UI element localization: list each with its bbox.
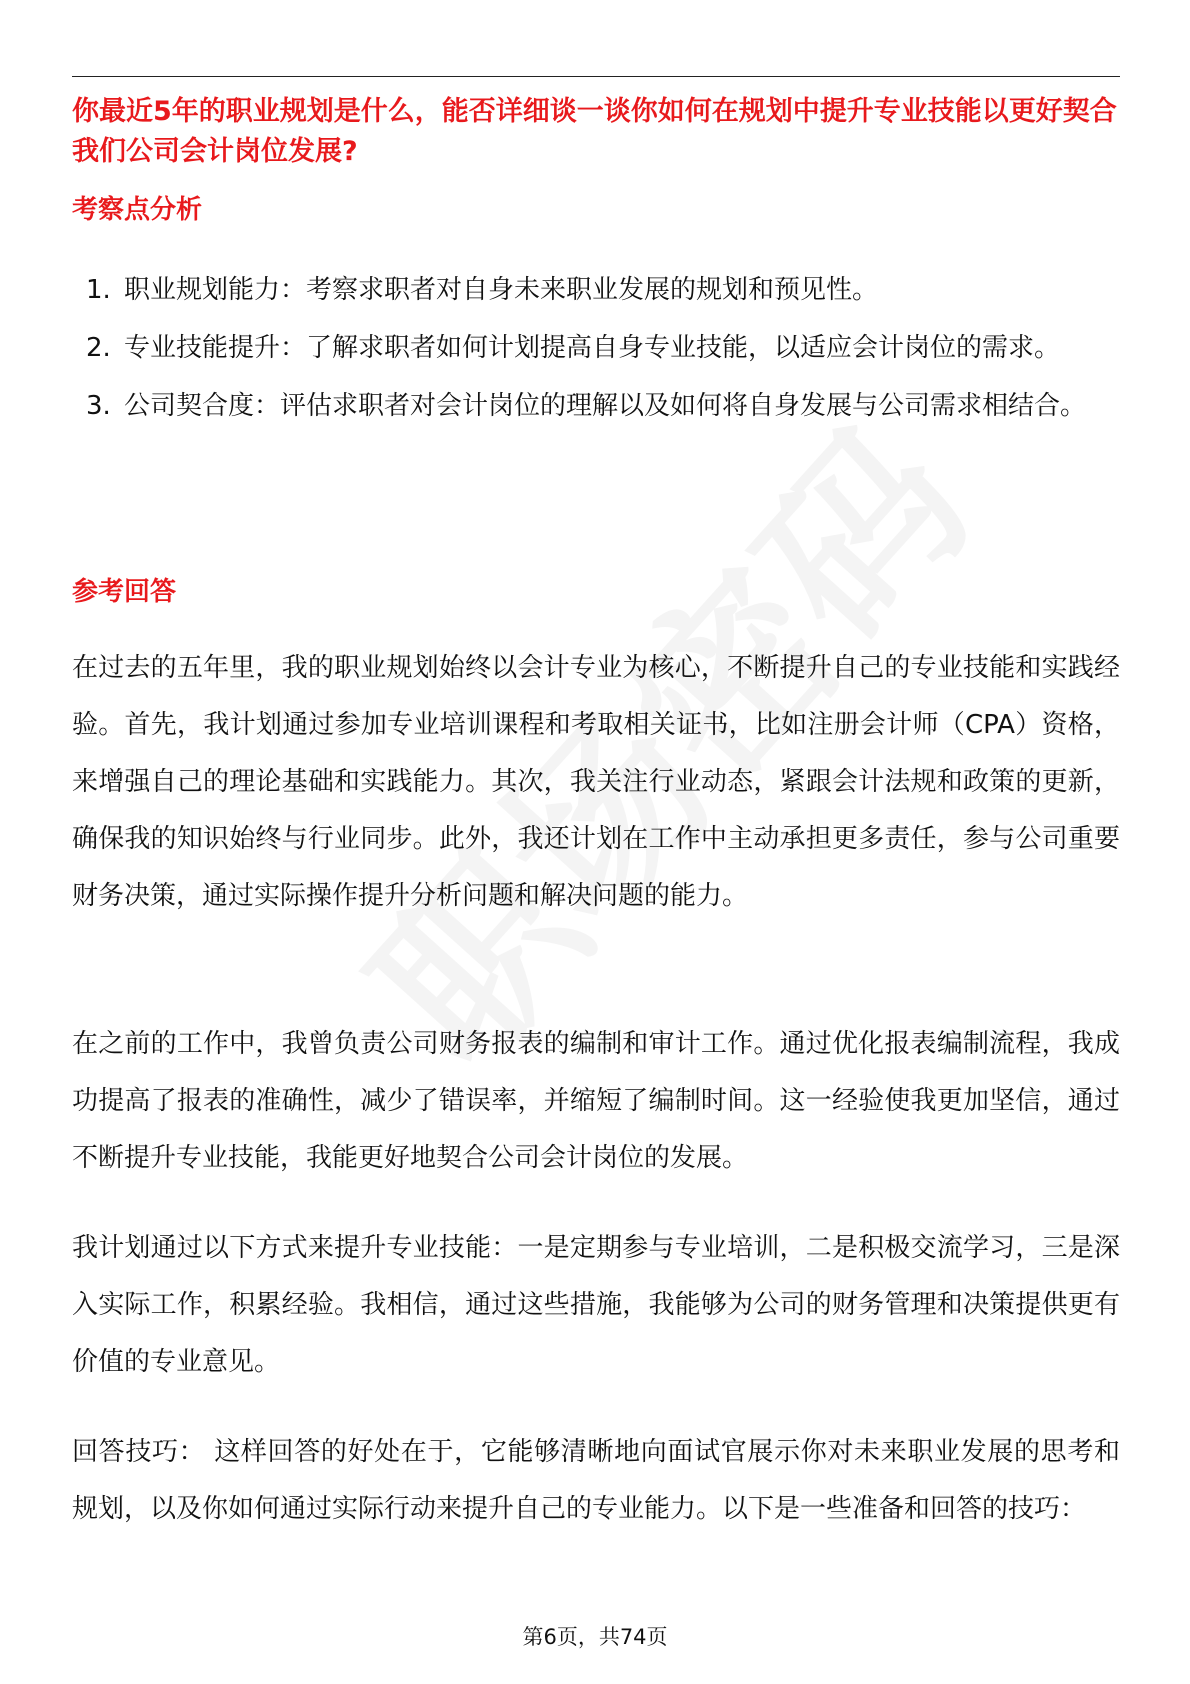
answer-paragraph: 在过去的五年里，我的职业规划始终以会计专业为核心，不断提升自己的专业技能和实践经验。首先，我计划通过参加专业培训课程和考取相关证书，比如注册会计师（CPA）资格，来增强自己的理论基础和实践能力。其次，我关注行业动态，紧跟会计法规和政策的更新，确保我的知识始终与行业同步。此外，我还计划在工作中主动承担更多责任，参与公司重要财务决策，通过实际操作提升分析问题和解决问题的能力。 — [72, 653, 1120, 911]
document-page — [72, 0, 1120, 1684]
analysis-item-number: 1. — [86, 275, 111, 305]
analysis-item-number: 2. — [86, 333, 111, 363]
answer-heading: 参考回答 — [72, 577, 177, 607]
analysis-item — [72, 320, 1120, 376]
analysis-item — [72, 378, 1120, 434]
analysis-item-text: 职业规划能力：考察求职者对自身未来职业发展的规划和预见性。 — [124, 275, 879, 305]
analysis-item-number: 3. — [86, 391, 111, 421]
analysis-heading: 考察点分析 — [72, 195, 203, 225]
page-number-footer: 第6页，共74页 — [522, 1625, 668, 1649]
answer-paragraph: 在之前的工作中，我曾负责公司财务报表的编制和审计工作。通过优化报表编制流程，我成功提高了报表的准确性，减少了错误率，并缩短了编制时间。这一经验使我更加坚信，通过不断提升专业技能，我能更好地契合公司会计岗位的发展。 — [72, 1029, 1120, 1173]
answer-tips-paragraph: 回答技巧： 这样回答的好处在于，它能够清晰地向面试官展示你对未来职业发展的思考和规划，以及你如何通过实际行动来提升自己的专业能力。以下是一些准备和回答的技巧： — [72, 1437, 1120, 1524]
question-title: 你最近5年的职业规划是什么，能否详细谈一谈你如何在规划中提升专业技能以更好契合我们公司会计岗位发展? — [72, 96, 1117, 167]
analysis-item-text: 专业技能提升：了解求职者如何计划提高自身专业技能，以适应会计岗位的需求。 — [124, 333, 1061, 363]
analysis-item — [72, 262, 1120, 318]
analysis-item-text: 公司契合度：评估求职者对会计岗位的理解以及如何将自身发展与公司需求相结合。 — [124, 391, 1087, 421]
answer-paragraph: 我计划通过以下方式来提升专业技能：一是定期参与专业培训，二是积极交流学习，三是深入实际工作，积累经验。我相信，通过这些措施，我能够为公司的财务管理和决策提供更有价值的专业意见。 — [72, 1233, 1120, 1377]
top-divider — [72, 76, 1120, 77]
analysis-list — [72, 262, 1120, 436]
